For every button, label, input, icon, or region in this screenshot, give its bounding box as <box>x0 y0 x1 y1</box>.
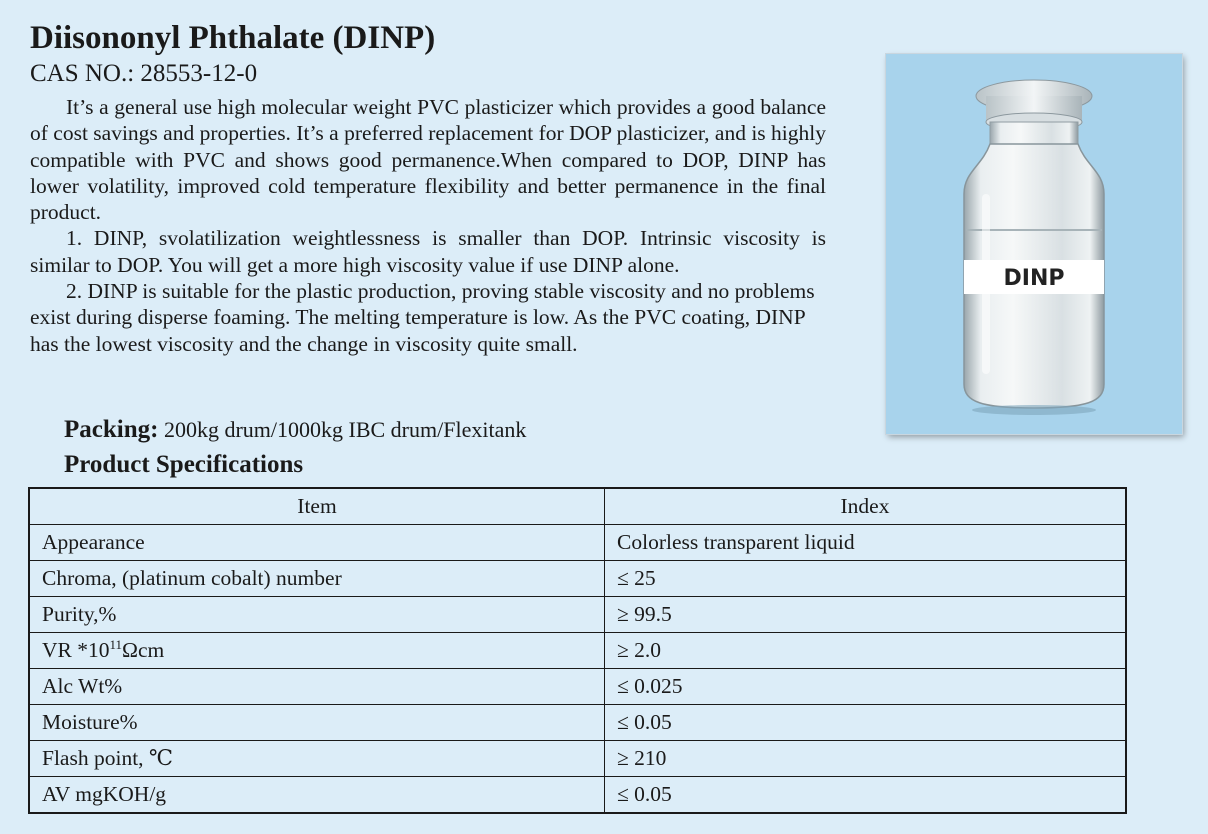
spec-item: AV mgKOH/g <box>29 777 605 814</box>
table-row <box>29 669 1126 705</box>
product-photo <box>886 54 1182 434</box>
packing-value: 200kg drum/1000kg IBC drum/Flexitank <box>163 417 527 442</box>
spec-item: Chroma, (platinum cobalt) number <box>29 561 605 597</box>
product-title: Diisononyl Phthalate (DINP) <box>30 20 436 56</box>
spec-item-suffix: Ωcm <box>122 638 165 663</box>
table-row <box>29 561 1126 597</box>
table-row <box>29 777 1126 814</box>
table-row <box>29 633 1126 669</box>
spec-index: ≤ 25 <box>605 561 1127 597</box>
column-header-item: Item <box>29 488 605 525</box>
bottle-label-text: DINP <box>1003 266 1065 291</box>
description-point-1: 1. DINP, svolatilization weightlessness is smaller than DOP. Intrinsic viscosity is similar to DOP. You will get a more high viscosity value if use DINP alone. <box>30 226 826 277</box>
spec-item: Alc Wt% <box>29 669 605 705</box>
cas-number: CAS NO.: 28553-12-0 <box>30 60 258 87</box>
spec-index: ≤ 0.025 <box>605 669 1127 705</box>
spec-item-exponent: 11 <box>109 637 123 653</box>
spec-index: ≤ 0.05 <box>605 777 1127 814</box>
spec-index: ≥ 210 <box>605 741 1127 777</box>
spec-item: Purity,% <box>29 597 605 633</box>
product-description <box>30 94 826 357</box>
packing-info <box>64 414 526 446</box>
spec-index: ≥ 99.5 <box>605 597 1127 633</box>
table-row <box>29 705 1126 741</box>
spec-item <box>29 633 605 669</box>
specifications-heading: Product Specifications <box>64 451 304 478</box>
description-point-2: 2. DINP is suitable for the plastic production, proving stable viscosity and no problems exist during disperse foaming. The melting temperature is low. As the PVC coating, DINP has the lowest viscosity and the change in viscosity quite small. <box>30 279 815 356</box>
column-header-index: Index <box>605 488 1127 525</box>
specifications-table <box>28 487 1127 814</box>
table-row <box>29 597 1126 633</box>
table-row <box>29 741 1126 777</box>
dinp-bottle-image <box>886 54 1182 434</box>
spec-index: Colorless transparent liquid <box>605 525 1127 561</box>
spec-item: Appearance <box>29 525 605 561</box>
table-row <box>29 525 1126 561</box>
spec-index: ≥ 2.0 <box>605 633 1127 669</box>
spec-item: Flash point, ℃ <box>29 741 605 777</box>
spec-index: ≤ 0.05 <box>605 705 1127 741</box>
spec-item: Moisture% <box>29 705 605 741</box>
table-header-row <box>29 488 1126 525</box>
packing-label: Packing: <box>64 416 159 443</box>
spec-item-prefix: VR *10 <box>42 638 110 663</box>
description-intro: It’s a general use high molecular weight PVC plasticizer which provides a good balance of cost savings and properties. It’s a preferred replacement for DOP plasticizer, and is highly compatible with PVC and shows good permanence.When compared to DOP, DINP has lower volatility, improved cold temperature flexibility and better permanence in the final product. <box>30 95 826 225</box>
